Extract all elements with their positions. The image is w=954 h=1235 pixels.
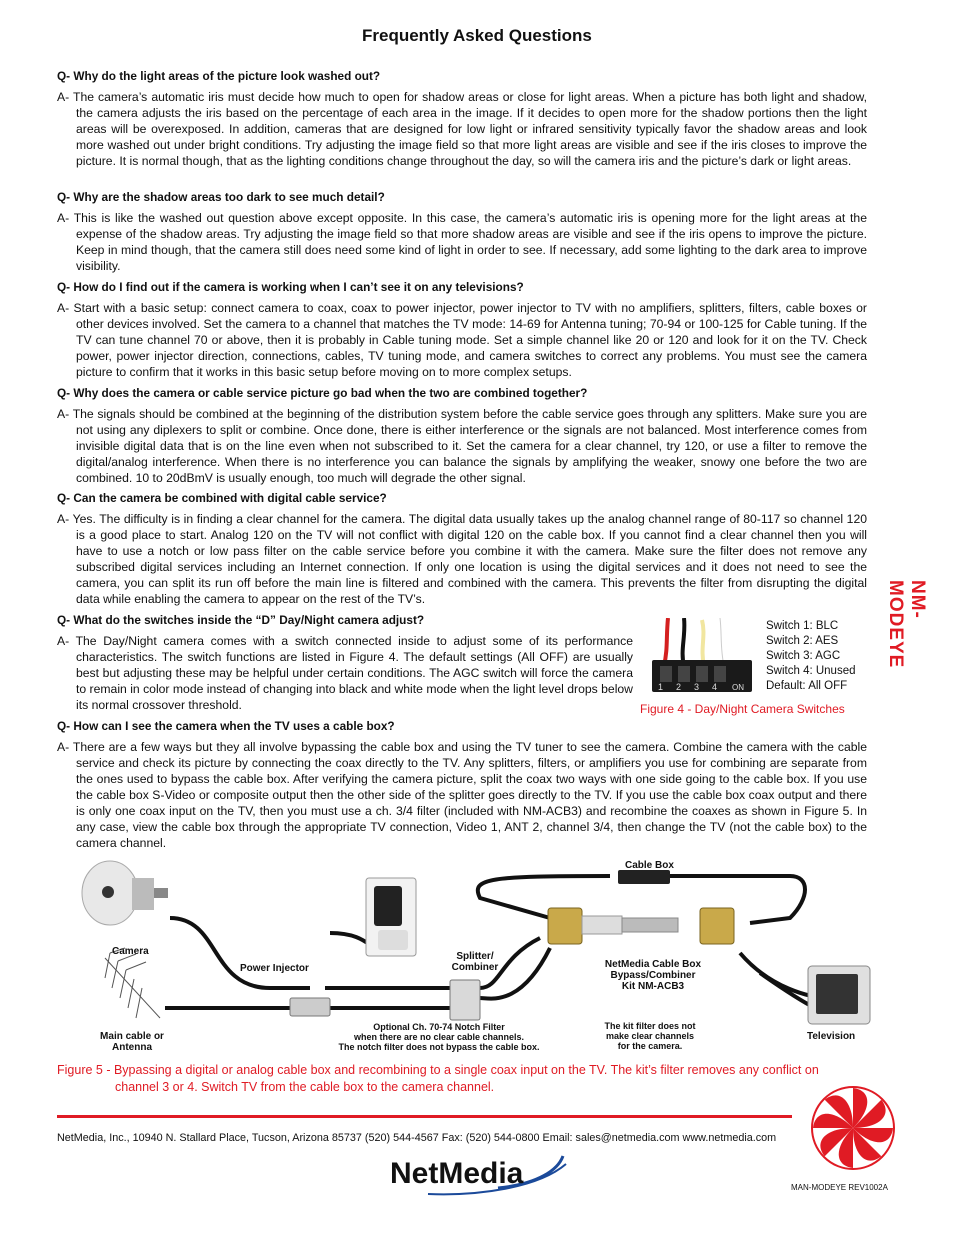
wall-outlet-image <box>366 878 416 956</box>
splitter-image <box>450 980 480 1020</box>
faq-answer: A- The camera’s automatic iris must decide how much to open for shadow areas or close for light areas. When a picture has both light and shadow, the camera adjusts the iris based on the percentage of each area in the image. If it decides to open more for the shadow portions then the light areas will be overexposed. In addition, cameras that are designed for low light or infrared sensitivity typically favor the shadow areas and look more washed out under bright conditions. Try adjusting the image field so that more light areas are visible and see if the iris closes to improve the picture. It is normal though, that as the lighting conditions change throughout the day, so will the camera iris and the picture’s dark or light areas. <box>57 90 867 168</box>
switch-label: Switch 4: Unused <box>766 665 856 677</box>
label-television: Television <box>807 1031 856 1042</box>
switch-number: 2 <box>676 682 682 692</box>
faq-item <box>57 189 867 274</box>
dip-switch-image <box>650 618 756 696</box>
label-kit <box>595 959 711 992</box>
power-injector-image <box>290 998 330 1016</box>
label-line: Main cable or <box>100 1031 164 1042</box>
faq-answer: A- The Day/Night camera comes with a switch connected inside to adjust some of its performance characteristics. The switch functions are listed in Figure 4. The default settings (All OFF) are usually best but adjusting these may be helpful under certain conditions. The AGC switch will force the camera to remain in color mode instead of changing into black and white mode when the light level drops below its normal crossover threshold. <box>57 634 633 712</box>
document-code: MAN-MODEYE REV1002A <box>791 1183 888 1192</box>
side-title: NM-MODEYE <box>885 580 928 669</box>
label-line: Combiner <box>451 962 499 973</box>
footer-divider <box>57 1115 792 1118</box>
faq-answer: A- Start with a basic setup: connect camera to coax, coax to power injector, power injector to TV with no amplifiers, splitters, filters, cable boxes or other devices involved. Set the camera to a channel that matches the TV mode: 14-69 for Antenna tuning; 70-94 or 100-125 for Cable tuning. If the TV can tune channel 70 or above, then it is probably in Cable tuning mode. Set a simple channel like 20 or 120 and look for it on the TV. Check power, power injector direction, connections, cables, TV tuning mode, and camera switches to correct any problems. You must see the camera picture to confirm that it works in this basic setup before moving on to more complex setups. <box>57 301 867 379</box>
faq-answer: A- The signals should be combined at the beginning of the distribution system before the cable service goes through any splitters. Make sure you are not using any diplexers to split or combine. Once done, there is either interference or the signals are not balanced. Most interference comes from invisible digital data that is on the line even when not subscribed to it. Set the camera for a clear channel, try 120, or use a filter to remove the digital/analog interference. When there is no interference you can balance the signals by amplifying the weaker, snowy one before the two are combined. 10 to 20dBmV is usually enough, too much will degrade the other signal. <box>57 407 867 485</box>
faq-question: Q- Can the camera be combined with digital cable service? <box>57 491 387 505</box>
label-power-injector: Power Injector <box>240 963 309 974</box>
label-kit-filter <box>595 1021 705 1051</box>
label-line: NetMedia Cable Box <box>604 959 702 970</box>
faq-item <box>57 718 867 851</box>
figure5-caption <box>57 1062 867 1096</box>
label-splitter <box>448 951 502 973</box>
label-camera: Camera <box>112 946 149 957</box>
faq-answer: A- This is like the washed out question above except opposite. In this case, the camera’s automatic iris is opening more for the light areas at the expense of the shadow areas. Try adjusting the image field so that more shadow areas are visible and see if the iris opens to improve the picture. Keep in mind though, that the camera still does need some kind of light in order to see. If necessary, add some lighting to the dark area to improve visibility. <box>57 211 867 273</box>
switch-on-label: ON <box>732 683 744 692</box>
faq-question: Q- Why do the light areas of the picture look washed out? <box>57 69 381 83</box>
label-cable-box: Cable Box <box>625 860 674 871</box>
pinwheel-logo-icon <box>810 1085 896 1171</box>
coax-cables <box>165 876 850 1018</box>
switch-label: Switch 2: AES <box>766 635 839 647</box>
label-line: The notch filter does not bypass the cable box. <box>338 1042 540 1052</box>
faq-item <box>57 279 867 380</box>
faq-item <box>57 612 633 713</box>
label-line: The kit filter does not <box>604 1021 696 1031</box>
faq-answer: A- Yes. The difficulty is in finding a clear channel for the camera. The digital data usually takes up the analog channel range of 80-117 so channel 120 is a good place to start. Analog 120 on the TV will not conflict with digital 120 on the cable box. If you cannot find a clear channel then you will have to use a notch or low pass filter on the cable service before you combine it with the camera. Make sure the filter does not remove any subscribed digital services including an Internet connection. If only one location is using the digital services and it does not need to see the camera, you can split its run off before the main line is filtered and combined with the camera. This prevents the filter from disrupting the digital data while enabling the camera to appear on the rest of the TV’s. <box>57 512 867 606</box>
switch-number: 4 <box>712 682 718 692</box>
footer-address: NetMedia, Inc., 10940 N. Stallard Place, Tucson, Arizona 85737 (520) 544-4567 Fax: (520) 544-0800 Email: sales@netmedia.com www.netmedia.com <box>57 1132 777 1144</box>
label-main-cable <box>90 1031 174 1053</box>
label-notch-filter <box>320 1022 558 1052</box>
label-line: make clear channels <box>605 1031 695 1041</box>
faq-question: Q- How can I see the camera when the TV uses a cable box? <box>57 719 395 733</box>
faq-question: Q- Why does the camera or cable service picture go bad when the two are combined together? <box>57 386 588 400</box>
label-line: Bypass/Combiner <box>610 970 696 981</box>
switch-label: Switch 1: BLC <box>766 620 839 632</box>
label-line: Antenna <box>112 1042 152 1053</box>
cable-box-image <box>618 870 670 884</box>
camera-image <box>82 861 168 925</box>
label-line: for the camera. <box>617 1041 683 1051</box>
switch-number: 1 <box>658 682 664 692</box>
faq-question: Q- How do I find out if the camera is working when I can’t see it on any televisions? <box>57 280 524 294</box>
caption-line: Figure 5 - Bypassing a digital or analog cable box and recombining to a single coax input on the TV. The kit’s filter removes any conflict on <box>57 1063 819 1077</box>
faq-item <box>57 490 867 607</box>
label-line: when there are no clear cable channels. <box>353 1032 525 1042</box>
kit-image <box>548 908 734 944</box>
switch-label: Switch 3: AGC <box>766 650 841 662</box>
netmedia-logo <box>388 1150 568 1200</box>
caption-line: channel 3 or 4. Switch TV from the cable box to the camera channel. <box>115 1080 495 1094</box>
switch-label: Default: All OFF <box>766 680 848 692</box>
switch-list <box>766 619 856 694</box>
faq-question: Q- Why are the shadow areas too dark to see much detail? <box>57 190 385 204</box>
switch-number: 3 <box>694 682 700 692</box>
faq-answer: A- There are a few ways but they all involve bypassing the cable box and using the TV tuner to see the camera. Combine the camera with the cable service and check its picture by connecting the coax directly to the TV. Any splitters, filters, or amplifiers you use for combining are separate from the ones used to bypass the cable box. After verifying the camera picture, split the coax two ways with one side going to the cable box. If you use the cable box S-Video or composite output then the other side of the splitter goes directly to the TV. If you use the cable box coax output and there is only one coax input on the TV, then you must use a ch. 3/4 filter (included with NM-ACB3) and recombine the coaxes as shown in Figure 5. In any case, view the cable box through the appropriate TV connection, Video 1, ANT 2, channel 3/4, then change the TV (not the cable box) to the camera channel. <box>57 740 867 850</box>
figure4-caption: Figure 4 - Day/Night Camera Switches <box>640 702 845 716</box>
page-title: Frequently Asked Questions <box>362 26 592 45</box>
television-image <box>808 966 870 1024</box>
logo-wordmark: NetMedia <box>390 1157 524 1190</box>
antenna-image <box>105 948 160 1018</box>
label-line: Kit NM-ACB3 <box>621 981 685 992</box>
faq-item <box>57 385 867 486</box>
faq-question: Q- What do the switches inside the “D” Day/Night camera adjust? <box>57 613 425 627</box>
faq-item <box>57 68 867 169</box>
label-line: Optional Ch. 70-74 Notch Filter <box>373 1022 505 1032</box>
label-line: Splitter/ <box>456 951 494 962</box>
